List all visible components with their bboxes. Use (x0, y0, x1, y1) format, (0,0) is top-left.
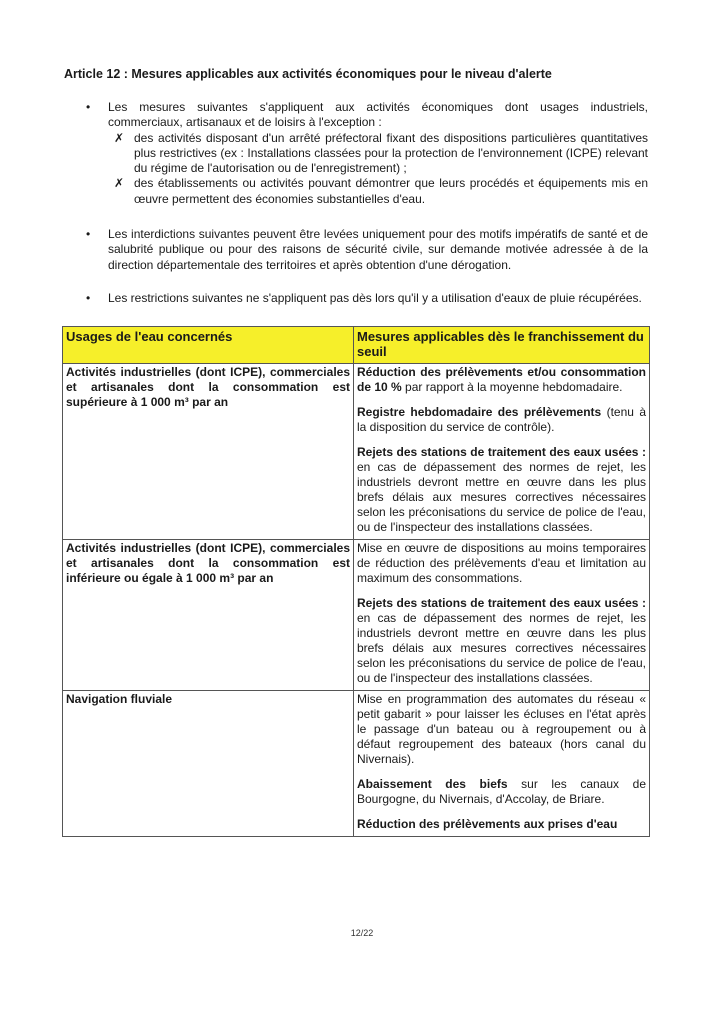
measure-bold: Abaissement des biefs (357, 777, 508, 791)
measure-bold: Réduction des prélèvements et/ou consommation de 10 % (357, 365, 646, 394)
bullet-text: Les restrictions suivantes ne s'appliquent pas dès lors qu'il y a utilisation d'eaux de pluie récupérées. (108, 290, 642, 305)
measures-table (62, 326, 650, 837)
measure-bold: Rejets des stations de traitement des eaux usées : (357, 596, 646, 610)
measures-cell (354, 364, 650, 540)
cross-mark-icon: ✗ (114, 130, 125, 145)
bullet-icon: • (86, 290, 91, 305)
sub-item-text: des établissements ou activités pouvant démontrer que leurs procédés et équipements mis en œuvre permettent des économies substantielles d'eau. (134, 176, 648, 206)
measure-text: en cas de dépassement des normes de rejet, les industriels devront mettre en œuvre dans les plus brefs délais aux mesures correctives nécessaires selon les préconisations du service de police de l'eau, ou de l'inspecteur des installations classées. (357, 460, 646, 534)
measure-paragraph (357, 365, 646, 395)
measure-bold: Registre hebdomadaire des prélèvements (357, 405, 602, 419)
measure-paragraph (357, 777, 646, 807)
measure-text: sur les canaux de Bourgogne, du Nivernais, d'Accolay, de Briare. (357, 777, 646, 806)
table-header-row (63, 327, 650, 364)
bullet-item (86, 100, 648, 207)
bullet-icon: • (86, 227, 91, 242)
header-usages: Usages de l'eau concernés (63, 327, 354, 364)
measure-text: en cas de dépassement des normes de rejet, les industriels devront mettre en œuvre dans les plus brefs délais aux mesures correctives nécessaires selon les préconisations du service de police de l'eau, ou de l'inspecteur des installations classées. (357, 611, 646, 685)
measure-text: par rapport à la moyenne hebdomadaire. (401, 380, 623, 394)
measure-paragraph (357, 405, 646, 435)
table-row (63, 540, 650, 691)
measure-text: (tenu à la disposition du service de contrôle). (357, 405, 646, 434)
bullet-text: Les interdictions suivantes peuvent être levées uniquement pour des motifs impératifs de santé et de salubrité publique ou pour des raisons de sécurité civile, sur demande motivée adressée à de la direction départementale des territoires et après obtention d'une dérogation. (108, 227, 648, 272)
measure-paragraph (357, 692, 646, 767)
article-title: Article 12 : Mesures applicables aux activités économiques pour le niveau d'alerte (64, 67, 552, 81)
sub-item (108, 131, 648, 177)
measure-text: Mise en programmation des automates du réseau « petit gabarit » pour laisser les écluses en l'état après le passage d'un bateau ou à regroupement ou à défaut regroupement des bateaux (hors canal du Nivernais). (357, 692, 646, 766)
table-row (63, 691, 650, 837)
header-mesures: Mesures applicables dès le franchissement du seuil (354, 327, 650, 364)
measure-paragraph (357, 596, 646, 686)
table-row (63, 364, 650, 540)
measure-paragraph (357, 541, 646, 586)
measure-paragraph (357, 817, 646, 832)
measure-bold: Réduction des prélèvements aux prises d'eau (357, 817, 618, 831)
measures-cell (354, 540, 650, 691)
bullet-item (86, 227, 648, 273)
sub-item-text: des activités disposant d'un arrêté préfectoral fixant des dispositions particulières quantitatives plus restrictives (ex : Installations classées pour la protection de l'environnement (ICPE) relevant du régime de l'autorisation ou de l'enregistrement) ; (134, 130, 648, 176)
cross-mark-icon: ✗ (114, 176, 125, 191)
measure-paragraph (357, 445, 646, 535)
bullet-list (86, 100, 648, 320)
bullet-item (86, 291, 648, 306)
bullet-text: Les mesures suivantes s'appliquent aux activités économiques dont usages industriels, commerciaux, artisanaux et de loisirs à l'exception : (108, 100, 648, 130)
measures-cell (354, 691, 650, 837)
usage-cell: Activités industrielles (dont ICPE), commerciales et artisanales dont la consommation est supérieure à 1 000 m³ par an (63, 364, 354, 540)
measure-bold: Rejets des stations de traitement des eaux usées : (357, 445, 646, 459)
usage-cell: Activités industrielles (dont ICPE), commerciales et artisanales dont la consommation est inférieure ou égale à 1 000 m³ par an (63, 540, 354, 691)
measure-text: Mise en œuvre de dispositions au moins temporaires de réduction des prélèvements d'eau et limitation au maximum des consommations. (357, 541, 646, 585)
usage-cell: Navigation fluviale (63, 691, 354, 837)
page-number: 12/22 (350, 928, 374, 938)
sub-item (108, 176, 648, 207)
bullet-icon: • (86, 100, 91, 114)
